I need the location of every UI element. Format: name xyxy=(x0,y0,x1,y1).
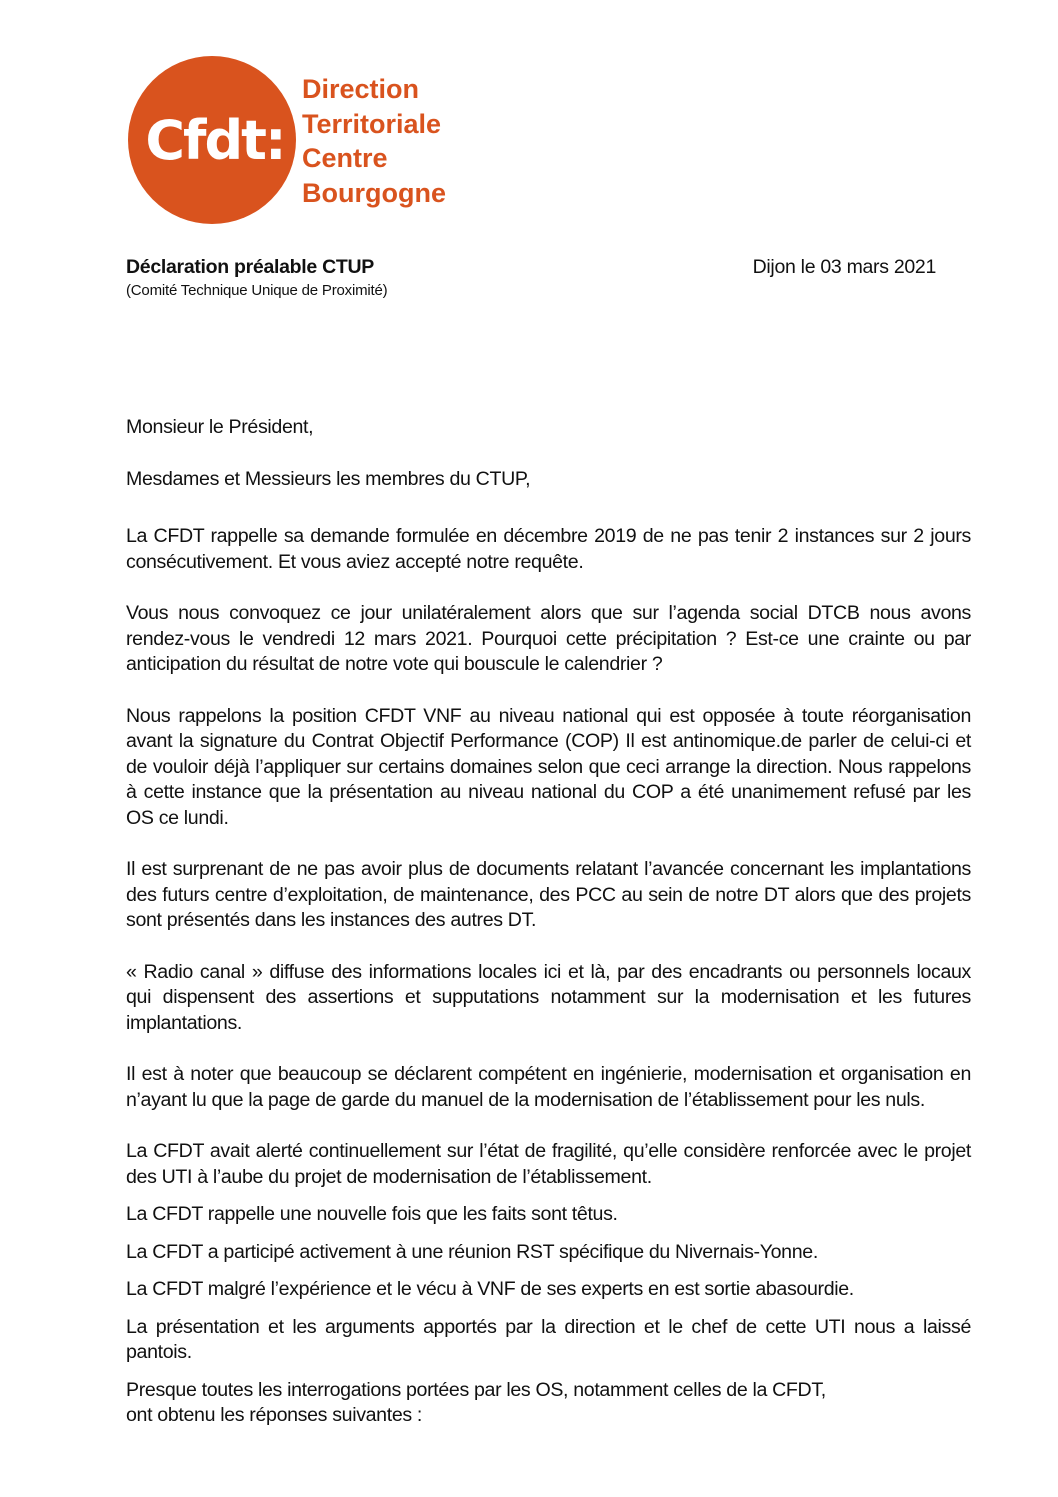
document-subtitle: (Comité Technique Unique de Proximité) xyxy=(126,282,388,299)
paragraph: Vous nous convoquez ce jour unilatéralement alors que sur l’agenda social DTCB nous avons rendez-vous le vendredi 12 mars 2021. Pourquoi cette précipitation ? Est-ce une crainte ou par anticipation du résultat de notre vote qui bouscule le calendrier ? xyxy=(126,602,971,675)
salutation: Mesdames et Messieurs les membres du CTUP, xyxy=(126,467,531,490)
salutation: Monsieur le Président, xyxy=(126,416,314,438)
paragraph: Il est à noter que beaucoup se déclarent compétent en ingénierie, modernisation et organisation en n’ayant lu que la page de garde du manuel de la modernisation de l’établissement pour les nuls. xyxy=(126,1063,971,1111)
document-title: Déclaration préalable CTUP xyxy=(126,256,374,278)
paragraph: Il est surprenant de ne pas avoir plus de documents relatant l’avancée concernant les implantations des futurs centre d’exploitation, de maintenance, des PCC au sein de notre DT alors que des projets sont présentés dans les instances des autres DT. xyxy=(126,858,971,931)
logo-line: Centre xyxy=(302,143,388,173)
paragraph: La CFDT rappelle sa demande formulée en décembre 2019 de ne pas tenir 2 instances sur 2 jours consécutivement. Et vous aviez accepté notre requête. xyxy=(126,525,971,573)
logo-circle xyxy=(128,56,296,224)
logo-line: Territoriale xyxy=(302,108,442,139)
document-header xyxy=(126,256,936,299)
closing-line: Presque toutes les interrogations portées par les OS, notamment celles de la CFDT, xyxy=(126,1378,826,1401)
document-body xyxy=(126,415,971,1429)
paragraph: La CFDT malgré l’expérience et le vécu à VNF de ses experts en est sortie abasourdie. xyxy=(126,1278,854,1300)
logo-line: Bourgogne xyxy=(302,177,446,208)
closing-line: ont obtenu les réponses suivantes : xyxy=(126,1404,423,1426)
paragraph: La CFDT rappelle une nouvelle fois que les faits sont têtus. xyxy=(126,1203,618,1225)
paragraph: La CFDT avait alerté continuellement sur l’état de fragilité, qu’elle considère renforcée avec le projet des UTI à l’aube du projet de modernisation de l’établissement. xyxy=(126,1140,971,1188)
logo-mark: Cfdt: xyxy=(145,108,285,172)
logo-text xyxy=(302,72,446,210)
logo-line: Direction xyxy=(302,74,420,104)
paragraph: La CFDT a participé activement à une réunion RST spécifique du Nivernais-Yonne. xyxy=(126,1240,818,1263)
paragraph: « Radio canal » diffuse des informations locales ici et là, par des encadrants ou personnels locaux qui dispensent des assertions et supputations notamment sur la modernisation et les futures implantations. xyxy=(126,960,971,1034)
cfdt-logo xyxy=(128,56,588,226)
document-date: Dijon le 03 mars 2021 xyxy=(752,256,936,278)
paragraph: La présentation et les arguments apportés par la direction et le chef de cette UTI nous a laissé pantois. xyxy=(126,1315,971,1363)
paragraph: Nous rappelons la position CFDT VNF au niveau national qui est opposée à toute réorganisation avant la signature du Contrat Objectif Performance (COP) Il est antinomique.de parler de celui-ci et de vouloir déjà l’appliquer sur certains domaines selon que ceci arrange la direction. Nous rappelons à cette instance que la présentation au niveau national du COP a été unanimement refusé par les OS ce lundi. xyxy=(126,704,971,829)
